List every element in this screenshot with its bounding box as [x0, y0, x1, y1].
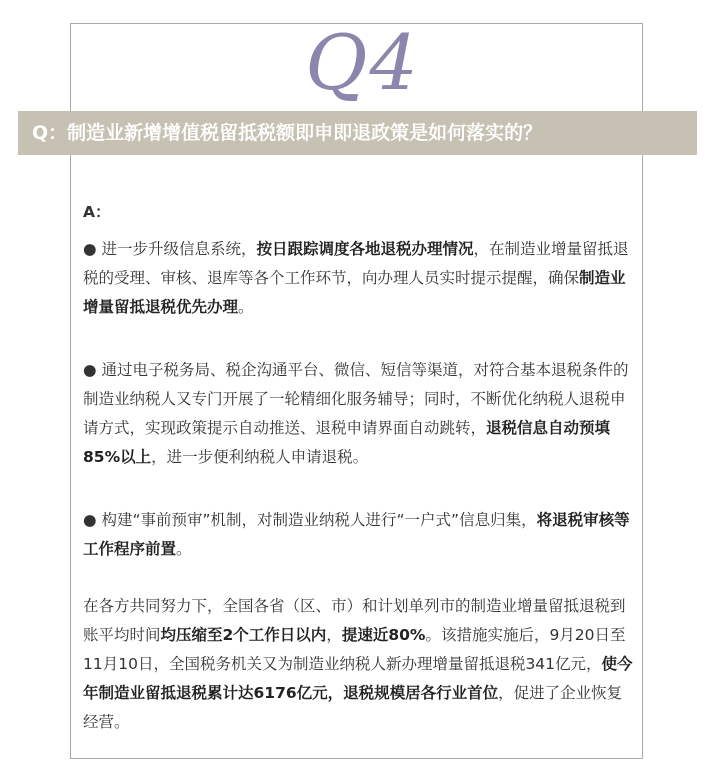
text-run: ，在制造业增量留抵退税的受理、审核、退库等各个工作环节，向办理人员实时提示提醒，确保 [83, 240, 629, 287]
answer-label: A： [83, 203, 111, 221]
answer-paragraph-2 [83, 356, 636, 472]
bold-run: 将退税审核等工作程序前置 [83, 511, 630, 558]
text-run: ● 通过电子税务局、税企沟通平台、微信、短信等渠道，对符合基本退税条件的制造业纳税人又专门开展了一轮精细化服务辅导；同时，不断优化纳税人退税申请方式，实现政策提示自动推送、退税申请界面自动跳转， [83, 361, 629, 437]
text-run: ， [326, 626, 342, 644]
question-number: Q4 [305, 18, 420, 107]
text-run: ，促进了企业恢复经营。 [83, 684, 623, 731]
bold-run: 退税信息自动预填85%以上 [83, 419, 611, 466]
answer-summary [83, 592, 636, 737]
answer-paragraph-3 [83, 506, 636, 564]
text-run: ● 构建“事前预审”机制，对制造业纳税人进行“一户式”信息归集， [83, 511, 537, 529]
question-banner [18, 111, 697, 155]
bold-run: 均压缩至2个工作日以内 [160, 626, 327, 644]
bold-run: 制造业增量留抵退税优先办理 [83, 269, 626, 316]
text-run: 。该措施实施后，9月20日至11月10日，全国税务机关又为制造业纳税人新办理增量留抵退税341亿元， [83, 626, 626, 673]
answer-paragraph-1 [83, 235, 636, 322]
text-run: 。 [238, 298, 254, 316]
text-run: 在各方共同努力下，全国各省（区、市）和计划单列市的制造业增量留抵退税到账平均时间 [83, 597, 626, 644]
bold-run: 提速近80% [341, 626, 426, 644]
bold-run: 使今年制造业留抵退税累计达6176亿元，退税规模居各行业首位 [83, 655, 633, 702]
answer-body [83, 198, 636, 737]
text-run: ● 进一步升级信息系统， [83, 240, 257, 258]
text-run: 。 [176, 540, 192, 558]
bold-run: 按日跟踪调度各地退税办理情况 [256, 240, 474, 258]
question-text: Q：制造业新增增值税留抵税额即申即退政策是如何落实的？ [32, 122, 543, 144]
text-run: ，进一步便利纳税人申请退税。 [151, 448, 369, 466]
